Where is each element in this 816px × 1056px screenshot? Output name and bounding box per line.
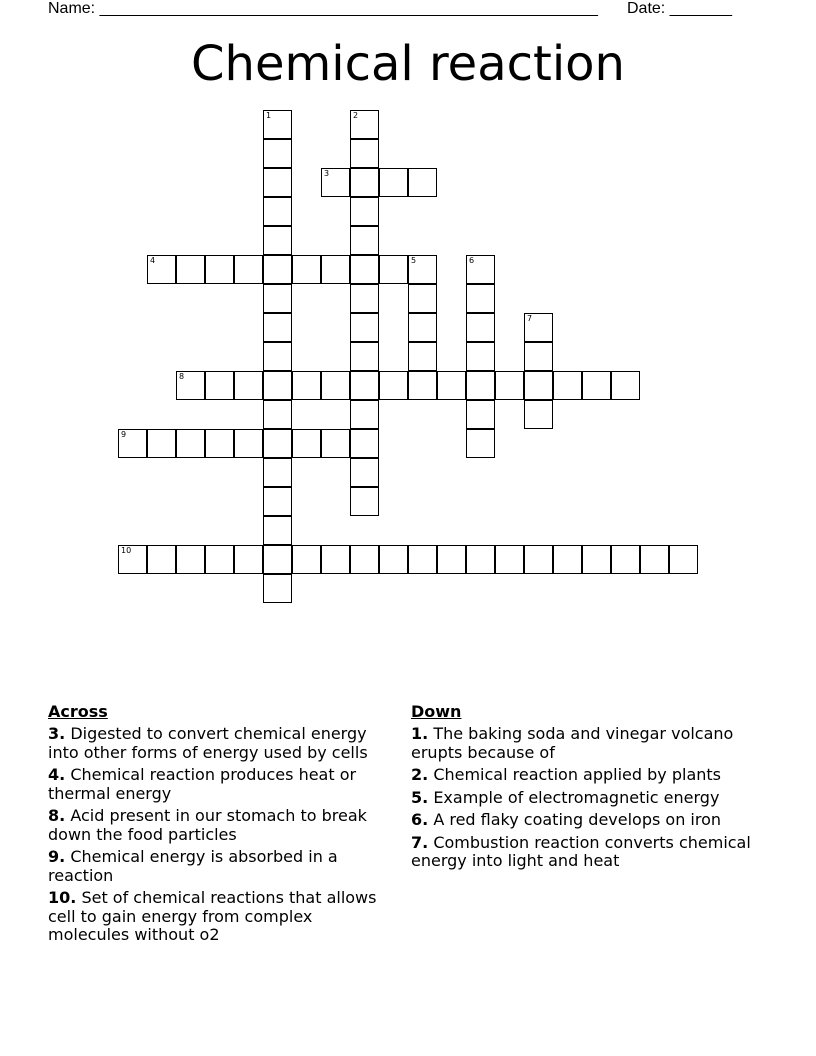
grid-cell[interactable] (466, 545, 495, 574)
grid-cell[interactable] (495, 545, 524, 574)
grid-cell[interactable] (350, 110, 379, 139)
grid-cell[interactable] (379, 168, 408, 197)
grid-cell[interactable] (408, 371, 437, 400)
grid-cell[interactable] (118, 545, 147, 574)
grid-cell[interactable] (176, 545, 205, 574)
down-clue-1 (411, 725, 766, 762)
grid-cell[interactable] (437, 545, 466, 574)
grid-cell[interactable] (408, 255, 437, 284)
grid-cell[interactable] (292, 371, 321, 400)
grid-cell[interactable] (350, 226, 379, 255)
across-heading: Across (48, 702, 108, 721)
grid-cell[interactable] (234, 429, 263, 458)
across-clues (48, 702, 398, 949)
grid-cell[interactable] (408, 313, 437, 342)
grid-cell[interactable] (321, 371, 350, 400)
grid-cell[interactable] (553, 545, 582, 574)
across-clue-10 (48, 889, 398, 945)
clue-text: Set of chemical reactions that allows cell to gain energy from complex molecules without o2 (48, 888, 377, 944)
grid-cell[interactable] (321, 168, 350, 197)
grid-cell[interactable] (466, 371, 495, 400)
clue-text: Example of electromagnetic energy (433, 787, 720, 807)
grid-cell[interactable] (640, 545, 669, 574)
grid-cell[interactable] (582, 545, 611, 574)
grid-cell[interactable] (350, 487, 379, 516)
grid-cell[interactable] (292, 255, 321, 284)
down-heading: Down (411, 702, 462, 721)
grid-cell[interactable] (263, 168, 292, 197)
grid-cell[interactable] (263, 284, 292, 313)
grid-cell[interactable] (263, 458, 292, 487)
grid-cell[interactable] (263, 342, 292, 371)
grid-cell[interactable] (466, 429, 495, 458)
grid-cell[interactable] (524, 545, 553, 574)
grid-cell[interactable] (176, 255, 205, 284)
grid-cell[interactable] (379, 371, 408, 400)
cell-number: 4 (150, 256, 156, 265)
clue-number: 5. (411, 787, 429, 807)
cell-number: 8 (179, 372, 185, 381)
grid-cell[interactable] (321, 429, 350, 458)
grid-cell[interactable] (524, 313, 553, 342)
clue-number: 10. (48, 888, 77, 907)
grid-cell[interactable] (263, 226, 292, 255)
grid-cell[interactable] (582, 371, 611, 400)
down-clue-2 (411, 766, 766, 785)
clue-text: Combustion reaction converts chemical energy into light and heat (411, 832, 751, 870)
grid-cell[interactable] (350, 313, 379, 342)
grid-cell[interactable] (292, 429, 321, 458)
grid-cell[interactable] (437, 371, 466, 400)
grid-cell[interactable] (147, 429, 176, 458)
grid-cell[interactable] (263, 255, 292, 284)
cell-number: 1 (266, 111, 272, 120)
grid-cell[interactable] (350, 371, 379, 400)
grid-cell[interactable] (234, 545, 263, 574)
grid-cell[interactable] (466, 284, 495, 313)
grid-cell[interactable] (408, 545, 437, 574)
grid-cell[interactable] (263, 197, 292, 226)
grid-cell[interactable] (263, 400, 292, 429)
grid-cell[interactable] (466, 313, 495, 342)
grid-cell[interactable] (205, 545, 234, 574)
cell-number: 6 (469, 256, 475, 265)
grid-cell[interactable] (118, 429, 147, 458)
grid-cell[interactable] (263, 545, 292, 574)
grid-cell[interactable] (495, 371, 524, 400)
clue-number: 6. (411, 810, 429, 829)
grid-cell[interactable] (350, 139, 379, 168)
grid-cell[interactable] (176, 371, 205, 400)
grid-cell[interactable] (350, 458, 379, 487)
grid-cell[interactable] (611, 545, 640, 574)
grid-cell[interactable] (205, 255, 234, 284)
grid-cell[interactable] (234, 371, 263, 400)
grid-cell[interactable] (611, 371, 640, 400)
down-clue-6 (411, 811, 766, 830)
clue-text: Acid present in our stomach to break down the food particles (48, 806, 367, 844)
date-field[interactable]: Date: _______ (627, 0, 732, 17)
down-clue-7 (411, 834, 766, 871)
clue-number: 3. (48, 724, 66, 743)
grid-cell[interactable] (321, 255, 350, 284)
grid-cell[interactable] (466, 255, 495, 284)
across-clue-9 (48, 848, 398, 885)
grid-cell[interactable] (350, 429, 379, 458)
grid-cell[interactable] (263, 574, 292, 603)
down-clues (411, 702, 766, 875)
grid-cell[interactable] (292, 545, 321, 574)
grid-cell[interactable] (263, 429, 292, 458)
clue-number: 9. (48, 847, 66, 866)
grid-cell[interactable] (263, 487, 292, 516)
grid-cell[interactable] (350, 168, 379, 197)
grid-cell[interactable] (350, 284, 379, 313)
clue-number: 2. (411, 765, 429, 784)
grid-cell[interactable] (408, 342, 437, 371)
puzzle-title: Chemical reaction (191, 36, 625, 92)
grid-cell[interactable] (350, 255, 379, 284)
clue-text: Chemical reaction produces heat or thermal energy (48, 765, 357, 803)
clue-number: 7. (411, 832, 429, 852)
grid-cell[interactable] (147, 255, 176, 284)
grid-cell[interactable] (524, 400, 553, 429)
clue-text: The baking soda and vinegar volcano erupts because of (411, 724, 734, 762)
cell-number: 5 (411, 256, 417, 265)
clue-number: 4. (48, 765, 66, 784)
grid-cell[interactable] (350, 545, 379, 574)
grid-cell[interactable] (669, 545, 698, 574)
clue-number: 8. (48, 806, 66, 825)
grid-cell[interactable] (524, 371, 553, 400)
grid-cell[interactable] (263, 139, 292, 168)
across-clue-8 (48, 807, 398, 844)
grid-cell[interactable] (321, 545, 350, 574)
grid-cell[interactable] (263, 516, 292, 545)
name-field[interactable]: Name: ________________________________________________________ (48, 0, 598, 17)
grid-cell[interactable] (205, 371, 234, 400)
grid-cell[interactable] (205, 429, 234, 458)
cell-number: 2 (353, 111, 359, 120)
grid-cell[interactable] (379, 545, 408, 574)
clue-text: Chemical energy is absorbed in a reaction (48, 847, 338, 885)
grid-cell[interactable] (234, 255, 263, 284)
grid-cell[interactable] (379, 255, 408, 284)
grid-cell[interactable] (176, 429, 205, 458)
grid-cell[interactable] (553, 371, 582, 400)
grid-cell[interactable] (466, 400, 495, 429)
grid-cell[interactable] (263, 110, 292, 139)
grid-cell[interactable] (524, 342, 553, 371)
grid-cell[interactable] (408, 284, 437, 313)
cell-number: 3 (324, 169, 330, 178)
grid-cell[interactable] (466, 342, 495, 371)
clue-text: Digested to convert chemical energy into other forms of energy used by cells (48, 724, 368, 762)
cell-number: 10 (121, 546, 132, 555)
clue-number: 1. (411, 724, 429, 743)
cell-number: 7 (527, 314, 533, 323)
down-clue-5 (411, 789, 766, 808)
grid-cell[interactable] (350, 197, 379, 226)
grid-cell[interactable] (408, 168, 437, 197)
cell-number: 9 (121, 430, 127, 439)
grid-cell[interactable] (147, 545, 176, 574)
grid-cell[interactable] (263, 313, 292, 342)
grid-cell[interactable] (350, 342, 379, 371)
grid-cell[interactable] (350, 400, 379, 429)
grid-cell[interactable] (263, 371, 292, 400)
clue-text: Chemical reaction applied by plants (433, 765, 721, 784)
across-clue-4 (48, 766, 398, 803)
clue-text: A red flaky coating develops on iron (433, 810, 722, 829)
across-clue-3 (48, 725, 398, 762)
